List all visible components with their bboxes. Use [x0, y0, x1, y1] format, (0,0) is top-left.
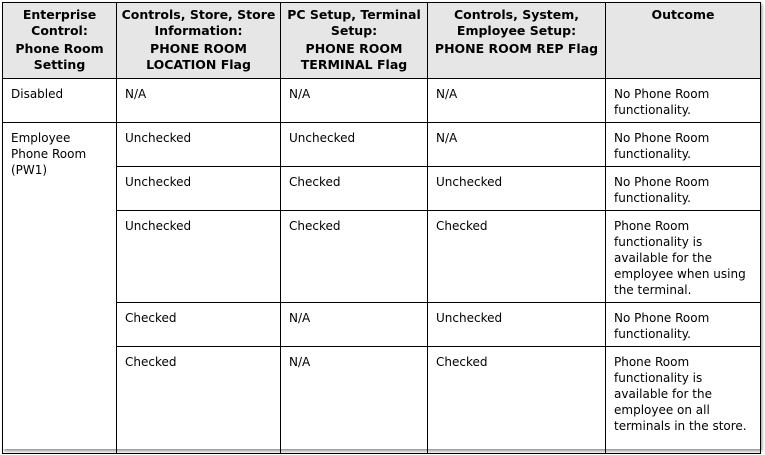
cell-location-flag: Checked: [117, 303, 281, 347]
cell-location-flag: N/A: [117, 79, 281, 123]
cell-terminal-flag: Checked: [281, 167, 428, 211]
cell-terminal-flag: Unchecked: [281, 123, 428, 167]
phone-room-settings-table: [2, 2, 761, 454]
cell-terminal-flag: N/A: [281, 303, 428, 347]
cell-rep-flag: Checked: [428, 211, 606, 303]
cell-outcome: No Phone Room functionality.: [606, 79, 761, 123]
cell-outcome: No Phone Room functionality.: [606, 123, 761, 167]
cell-setting: Employee Phone Room (PW1): [3, 123, 117, 454]
table-row: [3, 79, 761, 123]
header-phone-room-setting: Enterprise Control: Phone Room Setting: [3, 3, 117, 79]
cell-terminal-flag: N/A: [281, 79, 428, 123]
table-row: [3, 211, 761, 303]
cell-terminal-flag: Checked: [281, 211, 428, 303]
header-row: [3, 3, 761, 79]
cell-rep-flag: Unchecked: [428, 303, 606, 347]
cell-outcome: No Phone Room functionality.: [606, 167, 761, 211]
table-row: [3, 167, 761, 211]
table-row: [3, 303, 761, 347]
header-terminal-flag: PC Setup, Terminal Setup: PHONE ROOM TERMINAL Flag: [281, 3, 428, 79]
table-row: [3, 347, 761, 454]
cell-setting: Disabled: [3, 79, 117, 123]
cell-outcome: Phone Room functionality is available for the employee on all terminals in the store.: [606, 347, 761, 454]
cell-rep-flag: Unchecked: [428, 167, 606, 211]
header-rep-flag: Controls, System, Employee Setup: PHONE ROOM REP Flag: [428, 3, 606, 79]
cell-rep-flag: Checked: [428, 347, 606, 454]
cell-rep-flag: N/A: [428, 123, 606, 167]
header-outcome: Outcome: [606, 3, 761, 79]
phone-room-table-frame: [2, 2, 760, 449]
cell-location-flag: Unchecked: [117, 211, 281, 303]
cell-location-flag: Unchecked: [117, 167, 281, 211]
cell-location-flag: Checked: [117, 347, 281, 454]
cell-terminal-flag: N/A: [281, 347, 428, 454]
cell-rep-flag: N/A: [428, 79, 606, 123]
table-row: [3, 123, 761, 167]
cell-outcome: No Phone Room functionality.: [606, 303, 761, 347]
cell-location-flag: Unchecked: [117, 123, 281, 167]
cell-outcome: Phone Room functionality is available for the employee when using the terminal.: [606, 211, 761, 303]
header-location-flag: Controls, Store, Store Information: PHONE ROOM LOCATION Flag: [117, 3, 281, 79]
